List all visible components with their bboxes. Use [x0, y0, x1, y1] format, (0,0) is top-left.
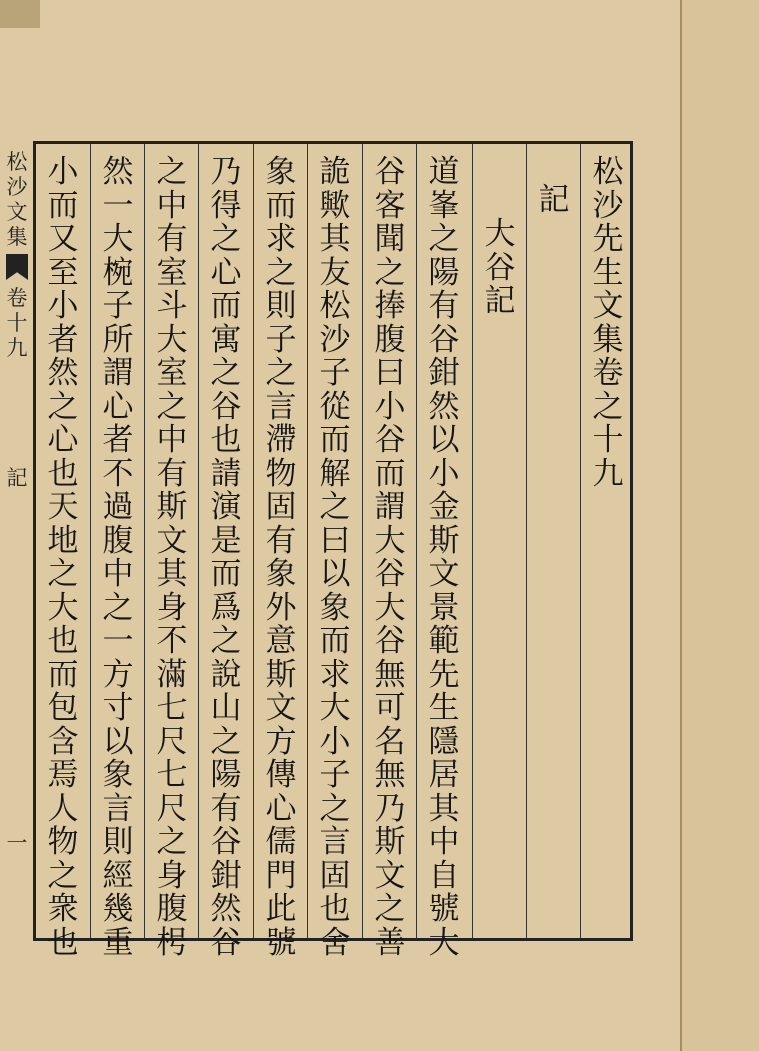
character: 之 [319, 790, 351, 827]
margin-section [2, 466, 32, 491]
character: 子 [102, 288, 134, 324]
character: 以 [319, 556, 351, 592]
character: 含 [47, 723, 79, 760]
character: 斗 [156, 288, 188, 324]
character: 象 [265, 556, 297, 592]
character: 無 [374, 656, 406, 693]
character: 寓 [210, 321, 242, 358]
character: 也 [47, 623, 79, 659]
character: 演 [210, 489, 242, 525]
character: 十 [6, 311, 28, 335]
character: 陽 [210, 757, 242, 793]
character: 言 [102, 790, 134, 827]
character: 包 [47, 690, 79, 726]
character: 之 [428, 221, 460, 257]
character: 之 [47, 388, 79, 425]
character: 人 [47, 790, 79, 827]
torn-corner [0, 0, 40, 28]
character: 謂 [374, 489, 406, 525]
title-column [586, 156, 630, 491]
character: 子 [319, 355, 351, 391]
text-column [313, 156, 357, 960]
character: 範 [428, 623, 460, 659]
character: 斯 [374, 824, 406, 860]
character: 中 [156, 187, 188, 224]
character: 文 [428, 556, 460, 592]
character: 大 [374, 589, 406, 626]
character: 峯 [428, 187, 460, 224]
character: 滯 [265, 422, 297, 458]
character: 子 [265, 321, 297, 358]
text-column [150, 156, 194, 960]
genre-heading [532, 184, 576, 218]
character: 不 [102, 455, 134, 492]
character: 自 [428, 857, 460, 894]
character: 小 [47, 154, 79, 190]
character: 記 [484, 283, 516, 319]
text-frame [33, 141, 633, 961]
character: 說 [210, 656, 242, 693]
character: 也 [210, 422, 242, 458]
character: 乃 [374, 790, 406, 827]
character: 而 [210, 288, 242, 324]
character: 門 [265, 857, 297, 894]
character: 其 [319, 221, 351, 257]
text-column [422, 156, 466, 960]
character: 謂 [102, 355, 134, 391]
character: 大 [319, 690, 351, 726]
text-column [96, 156, 140, 960]
character: 記 [538, 182, 570, 218]
character: 有 [265, 522, 297, 559]
character: 也 [47, 924, 79, 961]
character: 斯 [156, 489, 188, 525]
character: 此 [265, 891, 297, 927]
character: 而 [47, 187, 79, 224]
character: 者 [102, 422, 134, 458]
character: 然 [47, 355, 79, 391]
character: 則 [102, 824, 134, 860]
character: 至 [47, 254, 79, 291]
character: 記 [6, 466, 28, 490]
character: 之 [47, 556, 79, 592]
character: 小 [319, 723, 351, 760]
character: 文 [265, 690, 297, 726]
character: 腹 [156, 891, 188, 927]
character: 椀 [102, 254, 134, 291]
text-column [368, 156, 412, 960]
character: 谷 [374, 154, 406, 190]
character: 金 [428, 489, 460, 525]
character: 從 [319, 388, 351, 425]
character: 曰 [319, 522, 351, 559]
character: 集 [6, 225, 28, 249]
character: 大 [102, 221, 134, 257]
character: 斯 [265, 656, 297, 693]
character: 卷 [6, 286, 28, 310]
character: 心 [47, 422, 79, 458]
character: 九 [6, 336, 28, 360]
character: 則 [265, 288, 297, 324]
character: 解 [319, 455, 351, 492]
character: 文 [592, 288, 624, 324]
character: 松 [592, 154, 624, 190]
character: 尺 [156, 790, 188, 827]
character: 不 [156, 623, 188, 659]
character: 以 [428, 422, 460, 458]
character: 之 [47, 857, 79, 894]
character: 然 [428, 388, 460, 425]
text-column [41, 156, 85, 960]
character: 求 [265, 221, 297, 257]
character: 心 [210, 254, 242, 291]
character: 焉 [47, 757, 79, 793]
character: 大 [156, 321, 188, 358]
character: 得 [210, 187, 242, 224]
character: 言 [319, 824, 351, 860]
character: 腹 [102, 522, 134, 559]
character: 之 [156, 388, 188, 425]
character: 之 [265, 254, 297, 291]
character: 小 [47, 288, 79, 324]
character: 儒 [265, 824, 297, 860]
character: 山 [210, 690, 242, 726]
character: 有 [210, 790, 242, 827]
character: 物 [47, 824, 79, 860]
character: 谷 [428, 321, 460, 358]
character: 善 [374, 924, 406, 961]
character: 之 [210, 723, 242, 760]
character: 九 [592, 455, 624, 492]
character: 腹 [374, 321, 406, 358]
character: 名 [374, 723, 406, 760]
character: 一 [102, 187, 134, 224]
character: 請 [210, 455, 242, 492]
character: 歟 [319, 187, 351, 224]
character: 友 [319, 254, 351, 291]
character: 沙 [592, 187, 624, 224]
character: 景 [428, 589, 460, 626]
character: 谷 [374, 556, 406, 592]
margin-volume [2, 286, 32, 361]
margin-title [2, 150, 32, 250]
character: 先 [592, 221, 624, 257]
character: 枵 [156, 924, 188, 961]
essay-title [478, 218, 522, 319]
character: 幾 [102, 891, 134, 927]
character: 所 [102, 321, 134, 358]
character: 舍 [319, 924, 351, 961]
character: 號 [265, 924, 297, 961]
character: 言 [265, 388, 297, 425]
character: 然 [210, 891, 242, 927]
character: 道 [428, 154, 460, 190]
character: 之 [374, 254, 406, 291]
character: 身 [156, 857, 188, 894]
character: 滿 [156, 656, 188, 693]
character: 身 [156, 589, 188, 626]
character: 之 [210, 221, 242, 257]
character: 大 [484, 216, 516, 252]
character: 之 [319, 489, 351, 525]
fish-tail-icon [6, 254, 28, 280]
character: 外 [265, 589, 297, 626]
character: 鉗 [428, 355, 460, 391]
character: 卷 [592, 355, 624, 391]
character: 谷 [210, 924, 242, 961]
character: 有 [428, 288, 460, 324]
character: 詭 [319, 154, 351, 190]
character: 小 [428, 455, 460, 492]
character: 有 [156, 221, 188, 257]
character: 而 [210, 556, 242, 592]
character: 之 [210, 355, 242, 391]
margin-page-number [2, 831, 32, 856]
character: 谷 [210, 388, 242, 425]
character: 谷 [484, 249, 516, 286]
character: 號 [428, 891, 460, 927]
character: 之 [102, 589, 134, 626]
character: 陽 [428, 254, 460, 291]
character: 文 [374, 857, 406, 894]
character: 求 [319, 656, 351, 693]
character: 捧 [374, 288, 406, 324]
character: 先 [428, 656, 460, 693]
character: 固 [265, 489, 297, 525]
character: 寸 [102, 690, 134, 726]
character: 文 [156, 522, 188, 559]
character: 地 [47, 522, 79, 559]
character: 方 [265, 723, 297, 760]
character: 之 [592, 388, 624, 425]
character: 象 [265, 154, 297, 190]
character: 谷 [374, 623, 406, 659]
character: 天 [47, 489, 79, 525]
adjacent-page-edge [682, 0, 759, 1051]
character: 聞 [374, 221, 406, 257]
text-column [204, 156, 248, 960]
page-margin-label [2, 150, 32, 856]
character: 又 [47, 221, 79, 257]
character: 意 [265, 623, 297, 659]
character: 中 [102, 556, 134, 592]
character: 沙 [319, 321, 351, 358]
character: 其 [428, 790, 460, 827]
character: 重 [102, 924, 134, 961]
character: 曰 [374, 355, 406, 391]
character: 其 [156, 556, 188, 592]
character: 大 [47, 589, 79, 626]
character: 爲 [210, 589, 242, 626]
character: 大 [374, 522, 406, 559]
character: 者 [47, 321, 79, 358]
character: 而 [319, 623, 351, 659]
character: 文 [6, 200, 28, 224]
character: 心 [265, 790, 297, 827]
character: 中 [156, 422, 188, 458]
character: 七 [156, 757, 188, 793]
character: 小 [374, 388, 406, 425]
character: 也 [319, 891, 351, 927]
character: 而 [374, 455, 406, 492]
character: 生 [428, 690, 460, 726]
character: 隱 [428, 723, 460, 760]
character: 室 [156, 355, 188, 391]
character: 經 [102, 857, 134, 894]
character: 室 [156, 254, 188, 291]
character: 大 [428, 924, 460, 961]
character: 松 [6, 150, 28, 174]
character: 無 [374, 757, 406, 793]
character: 象 [319, 589, 351, 626]
character: 而 [319, 422, 351, 458]
character: 子 [319, 757, 351, 793]
character: 七 [156, 690, 188, 726]
character: 過 [102, 489, 134, 525]
character: 客 [374, 187, 406, 224]
character: 一 [102, 623, 134, 659]
character: 鉗 [210, 857, 242, 894]
character: 而 [47, 656, 79, 693]
character: 沙 [6, 175, 28, 199]
character: 然 [102, 154, 134, 190]
character: 心 [102, 388, 134, 425]
character: 也 [47, 455, 79, 492]
character: 以 [102, 723, 134, 760]
character: 十 [592, 422, 624, 458]
character: 之 [265, 355, 297, 391]
character: 之 [156, 824, 188, 860]
character: 尺 [156, 723, 188, 760]
character: 之 [210, 623, 242, 659]
character: 傳 [265, 757, 297, 793]
character: 中 [428, 824, 460, 860]
character: 谷 [210, 824, 242, 860]
character: 可 [374, 690, 406, 726]
text-column [259, 156, 303, 960]
character: 集 [592, 321, 624, 358]
character: 乃 [210, 154, 242, 190]
character: 之 [156, 154, 188, 190]
character: 有 [156, 455, 188, 492]
character: 象 [102, 757, 134, 793]
character: 而 [265, 187, 297, 224]
character: 生 [592, 254, 624, 291]
character: 谷 [374, 422, 406, 458]
character: 斯 [428, 522, 460, 559]
character: 一 [6, 831, 28, 855]
character: 松 [319, 288, 351, 324]
character: 居 [428, 757, 460, 793]
character: 衆 [47, 891, 79, 927]
character: 固 [319, 857, 351, 894]
character: 物 [265, 455, 297, 492]
character: 方 [102, 656, 134, 693]
character: 是 [210, 522, 242, 559]
character: 之 [374, 891, 406, 927]
